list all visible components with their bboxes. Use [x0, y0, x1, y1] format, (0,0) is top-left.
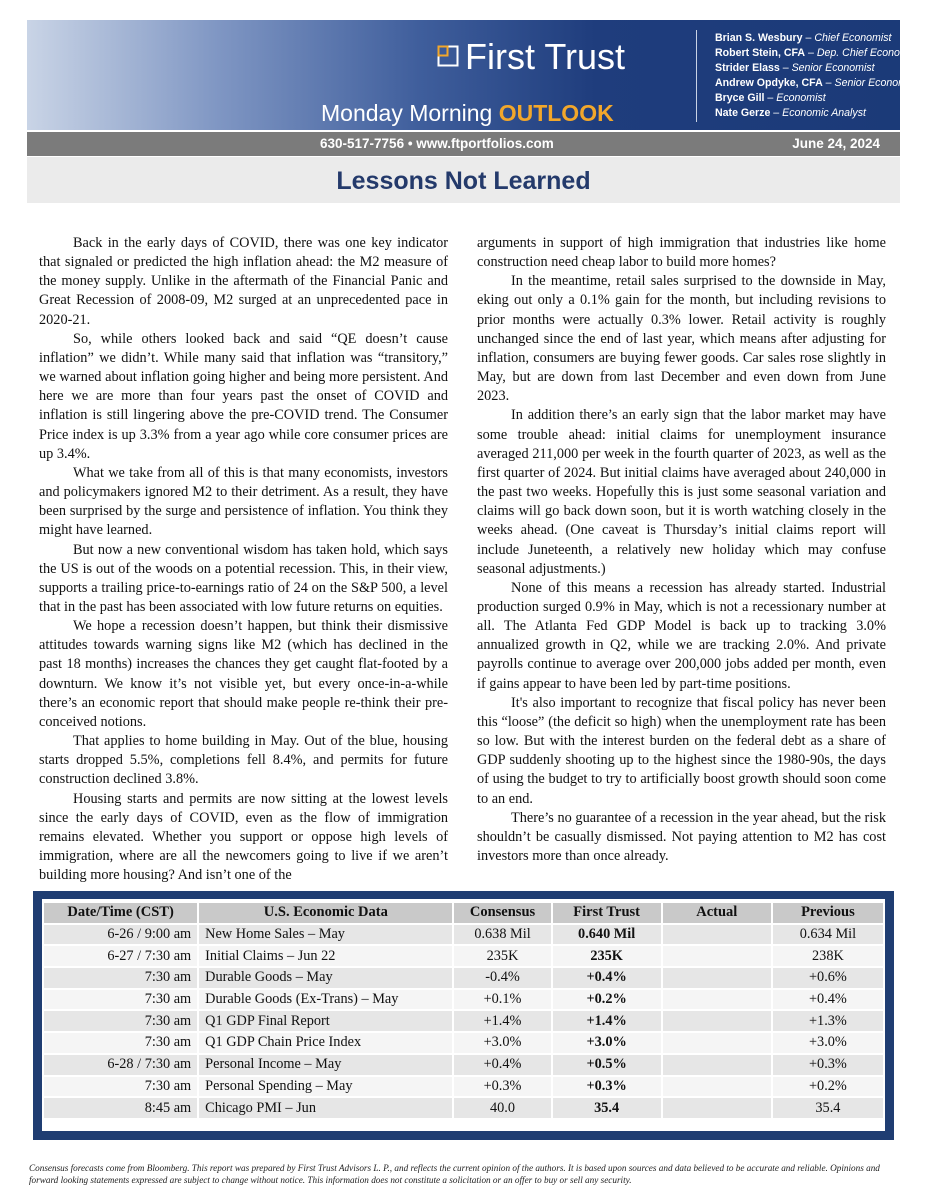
- article-title: Lessons Not Learned: [336, 167, 591, 195]
- cell-consensus: 235K: [454, 946, 550, 966]
- paragraph: In the meantime, retail sales surprised to the downside in May, eking out only a 0.1% gain for the month, but including revisions to prior months were actually 0.3% lower. Retail activity is roughly unchanged since the end of last year, which means after adjusting for inflation, consumers are buying fewer goods. Car sales rose slightly in May, but are down from last December and even down from June 2023.: [477, 273, 886, 405]
- cell-event: Initial Claims – Jun 22: [199, 946, 452, 966]
- column-header: Actual: [663, 903, 771, 923]
- cell-previous: 35.4: [773, 1098, 883, 1118]
- cell-event: Chicago PMI – Jun: [199, 1098, 452, 1118]
- cell-time: 6-27 / 7:30 am: [44, 946, 197, 966]
- cell-time: 7:30 am: [44, 1011, 197, 1031]
- cell-consensus: +0.1%: [454, 990, 550, 1010]
- publication-name-main: Monday Morning: [321, 100, 493, 126]
- cell-actual: [663, 1033, 771, 1053]
- header-banner: [27, 20, 920, 130]
- table-row: [44, 990, 883, 1010]
- banner-divider: [696, 30, 697, 122]
- cell-actual: [663, 1098, 771, 1118]
- article-column-left: [39, 234, 448, 885]
- cell-actual: [663, 1011, 771, 1031]
- column-header: Previous: [773, 903, 883, 923]
- table-row: [44, 1077, 883, 1097]
- cell-previous: +0.4%: [773, 990, 883, 1010]
- table-row: [44, 1098, 883, 1118]
- column-header: Date/Time (CST): [44, 903, 197, 923]
- cell-previous: 238K: [773, 946, 883, 966]
- economic-calendar-table-frame: [33, 891, 894, 1140]
- cell-previous: +3.0%: [773, 1033, 883, 1053]
- table-row: [44, 1055, 883, 1075]
- paragraph: What we take from all of this is that many economists, investors and policymakers ignored M2 to their detriment. As a result, they have been surprised by the surge and persistence of inflation. You think they might have learned.: [39, 464, 448, 539]
- cell-time: 6-28 / 7:30 am: [44, 1055, 197, 1075]
- column-header: Consensus: [454, 903, 550, 923]
- staff-item: Nate Gerze – Economic Analyst: [715, 107, 866, 119]
- cell-event: New Home Sales – May: [199, 925, 452, 945]
- cell-first-trust: 235K: [553, 946, 661, 966]
- table-row: [44, 968, 883, 988]
- cell-time: 8:45 am: [44, 1098, 197, 1118]
- economic-data-table: [42, 901, 885, 1120]
- cell-consensus: -0.4%: [454, 968, 550, 988]
- paragraph: Housing starts and permits are now sitting at the lowest levels since the early days of COVID, even as the flow of immigration remains elevated. Whether you support or oppose high levels of immigration, where are all the newcomers going to live if we aren’t building more housing? And isn’t one of the: [39, 790, 448, 884]
- cell-actual: [663, 1077, 771, 1097]
- staff-item: Brian S. Wesbury – Chief Economist: [715, 32, 892, 44]
- cell-event: Q1 GDP Chain Price Index: [199, 1033, 452, 1053]
- first-trust-logo-icon: [437, 45, 459, 67]
- cell-consensus: 40.0: [454, 1098, 550, 1118]
- cell-first-trust: +0.2%: [553, 990, 661, 1010]
- cell-previous: 0.634 Mil: [773, 925, 883, 945]
- staff-item: Robert Stein, CFA – Dep. Chief Economist: [715, 47, 920, 59]
- cell-time: 7:30 am: [44, 990, 197, 1010]
- table-row: [44, 925, 883, 945]
- issue-date: June 24, 2024: [792, 136, 880, 151]
- contact-info: 630-517-7756 • www.ftportfolios.com: [320, 136, 554, 151]
- economic-calendar: [42, 899, 885, 1131]
- paragraph-continuation: arguments in support of high immigration that industries like home construction need cheap labor to build more homes?: [477, 235, 886, 271]
- publication-name-accent: OUTLOOK: [498, 100, 614, 126]
- cell-consensus: +1.4%: [454, 1011, 550, 1031]
- staff-item: Bryce Gill – Economist: [715, 92, 826, 104]
- article-column-right: [477, 234, 886, 866]
- publication-name: [321, 102, 686, 125]
- cell-first-trust: 35.4: [553, 1098, 661, 1118]
- cell-time: 7:30 am: [44, 968, 197, 988]
- paragraph: That applies to home building in May. Out of the blue, housing starts dropped 5.5%, completions fell 8.4%, and permits for future construction declined 3.8%.: [39, 733, 448, 788]
- cell-first-trust: +0.4%: [553, 968, 661, 988]
- cell-event: Q1 GDP Final Report: [199, 1011, 452, 1031]
- cell-previous: +0.3%: [773, 1055, 883, 1075]
- staff-item: Andrew Opdyke, CFA – Senior Economist: [715, 77, 918, 89]
- cell-time: 7:30 am: [44, 1077, 197, 1097]
- cell-previous: +0.2%: [773, 1077, 883, 1097]
- brand-logo: [437, 37, 677, 77]
- paragraph: We hope a recession doesn’t happen, but think their dismissive attitudes towards warning signs like M2 (which has declined in the past 18 months) increases the chances they get caught flat-footed by a downturn. We know it’s not visible yet, but every once-in-a-while there’s an economic report that should make people re-think their pre-conceived notions.: [39, 618, 448, 730]
- cell-first-trust: +0.5%: [553, 1055, 661, 1075]
- cell-consensus: +0.3%: [454, 1077, 550, 1097]
- cell-consensus: 0.638 Mil: [454, 925, 550, 945]
- cell-time: 7:30 am: [44, 1033, 197, 1053]
- table-row: [44, 946, 883, 966]
- cell-first-trust: +1.4%: [553, 1011, 661, 1031]
- cell-first-trust: +0.3%: [553, 1077, 661, 1097]
- cell-previous: +0.6%: [773, 968, 883, 988]
- column-header: U.S. Economic Data: [199, 903, 452, 923]
- cell-consensus: +0.4%: [454, 1055, 550, 1075]
- cell-consensus: +3.0%: [454, 1033, 550, 1053]
- staff-list: [715, 31, 925, 121]
- cell-actual: [663, 946, 771, 966]
- cell-actual: [663, 925, 771, 945]
- paragraph: Back in the early days of COVID, there was one key indicator that signaled or predicted the high inflation ahead: the M2 measure of the money supply. Unlike in the aftermath of the Financial Panic and Great Recession of 2008-09, M2 surged at an unprecedented pace in 2020-21.: [39, 235, 448, 328]
- paragraph: But now a new conventional wisdom has taken hold, which says the US is out of the woods on a potential recession. This, in their view, supports a trailing price-to-earnings ratio of 24 on the S&P 500, a level that in the past has been associated with low future returns on equities.: [39, 541, 448, 615]
- paragraph: So, while others looked back and said “QE doesn’t cause inflation” we didn’t. While many said that inflation was “transitory,” we warned about inflation going higher and being more persistent. And here we are more than four years past the onset of COVID and inflation is still lingering above the pre-COVID trend. The Consumer Price index is up 3.3% from a year ago while core consumer prices are up 3.4%.: [39, 330, 448, 462]
- cell-event: Personal Income – May: [199, 1055, 452, 1075]
- staff-item: Strider Elass – Senior Economist: [715, 62, 875, 74]
- cell-actual: [663, 968, 771, 988]
- title-bar: [27, 157, 900, 203]
- cell-event: Durable Goods (Ex-Trans) – May: [199, 990, 452, 1010]
- table-header-row: [44, 903, 883, 923]
- brand-name: First Trust: [465, 36, 625, 77]
- paragraph: It's also important to recognize that fiscal policy has never been this “loose” (the deficit so high) when the unemployment rate has been so low. But with the interest burden on the federal debt as a share of GDP suddenly shooting up to the highest since the 1980-90s, the days of using the budget to try to artificially boost growth should soon come to an end.: [477, 694, 886, 807]
- contact-bar: [27, 132, 900, 156]
- cell-event: Personal Spending – May: [199, 1077, 452, 1097]
- cell-first-trust: 0.640 Mil: [553, 925, 661, 945]
- disclaimer-footnote: Consensus forecasts come from Bloomberg. This report was prepared by First Trust Advisors L. P., and reflects the current opinion of the authors. It is based upon sources and data believed to be accurate and reliable. Opinions and forward looking statements expressed are subject to change without notice. This information does not constitute a solicitation or an offer to buy or sell any security.: [29, 1163, 880, 1185]
- paragraph: There’s no guarantee of a recession in the year ahead, but the risk shouldn’t be casually dismissed. Not paying attention to M2 has cost investors more than once already.: [477, 809, 886, 864]
- paragraph: In addition there’s an early sign that the labor market may have some trouble ahead: initial claims for unemployment insurance averaged 211,000 per week in the fourth quarter of 2023, as well as the first quarter of 2024. But initial claims have averaged about 240,000 in the past two weeks. Hopefully this is just some seasonal variation and claims will go back down soon, but it is worth watching closely in the weeks ahead. (One caveat is Thursday’s initial claims report will include Juneteenth, a relatively new holiday which may confuse seasonal adjustments.): [477, 407, 886, 577]
- table-row: [44, 1011, 883, 1031]
- table-row: [44, 1033, 883, 1053]
- cell-actual: [663, 990, 771, 1010]
- cell-time: 6-26 / 9:00 am: [44, 925, 197, 945]
- column-header: First Trust: [553, 903, 661, 923]
- paragraph: None of this means a recession has already started. Industrial production surged 0.9% in May, which is not a recessionary number at all. The Atlanta Fed GDP Model is back up to tracking 3.0% annualized growth in Q2, while we are tracking 2.0%. And private payrolls continue to average over 200,000 jobs added per month, even if gains appear to have been led by part-time positions.: [477, 579, 886, 692]
- cell-first-trust: +3.0%: [553, 1033, 661, 1053]
- cell-previous: +1.3%: [773, 1011, 883, 1031]
- cell-actual: [663, 1055, 771, 1075]
- cell-event: Durable Goods – May: [199, 968, 452, 988]
